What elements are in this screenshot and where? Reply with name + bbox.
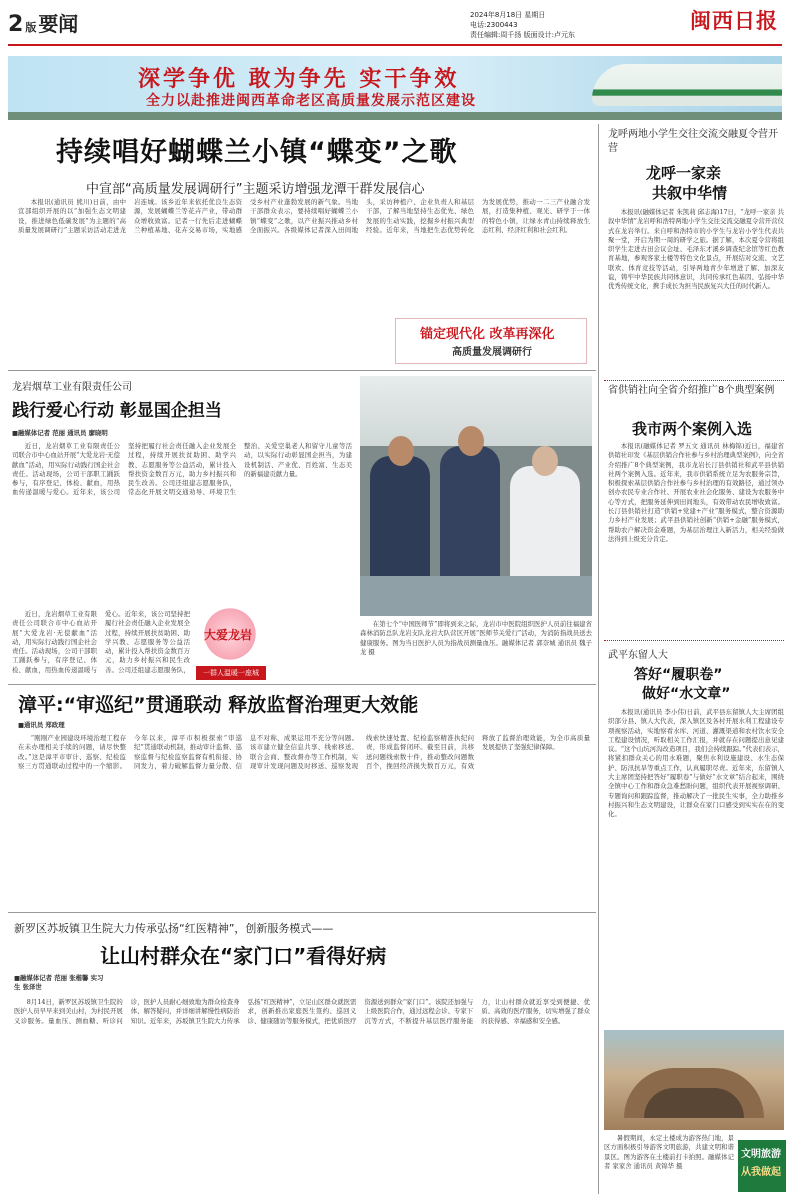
masthead-rule [8,44,782,46]
longhu-headline-2: 共叙中华情 [652,184,728,202]
charity-logo-subtitle: 一群人温暖一座城 [196,666,266,680]
tulou-photo [604,1030,784,1130]
wuping-kicker: 武平东留人大 [608,650,668,661]
page-number-header [8,8,78,37]
mediation-body-text: 本报讯(融媒体记者 罗五文 通讯员 林梅锦)近日，福建省供销社印发《基层供销合作社参与乡村治理典型案例》，向全省介绍推广8个典型案例，我市龙岩长汀县供销社和武平县供销社两个案例入选。近年来，我市供销系统立足为农服务宗旨，积极探索基层供销合作社参与乡村治理的有效路径，通过领办创办农民专业合作社、开展农业社会化服务、建设为农服务中心等方式，把服务延伸到田间地头，有效带动农民增收致富。长汀县供销社打造“供销+党建+产业”服务模式，整合资源助力乡村产业发展；武平县供销社创新“供销+金融”服务模式，帮助农户解决资金难题，为基层治理注入新活力，相关经验做法得到上级充分肯定。 [608,442,784,543]
series-slogan-line1: 锚定现代化 改革再深化 [420,327,555,342]
charity-logo [200,604,260,664]
mediation-headline: 我市两个案例入选 [632,420,753,438]
tobacco-byline: ■融媒体记者 范丽 通讯员 廖晓明 [12,429,108,437]
wuping-body [608,708,784,1026]
tobacco-body-text: 近日，龙岩烟草工业有限责任公司联合市中心血站开展“大爱龙岩·无偿献血”活动，用实际行动践行国企社会责任。活动现场，公司干部职工踊跃参与，有序登记、体检、献血，用热血传递温暖与爱心。近年来，该公司坚持把履行社会责任融入企业发展全过程，持续开展扶贫助困、助学兴教、志愿服务等公益活动，累计投入帮扶资金数百万元，助力乡村振兴和民生改善。公司还组建志愿服务队，常态化开展文明交通劝导、环境卫生整治、关爱空巢老人和留守儿童等活动，以实际行动彰显国企担当，为建设机制活、产业优、百姓富、生态美的新福建贡献力量。 [12,442,352,497]
train-graphic [592,64,782,106]
civilized-travel-badge [738,1140,786,1192]
tobacco-body-cont-text: 近日，龙岩烟草工业有限责任公司联合市中心血站开展“大爱龙岩·无偿献血”活动，用实际行动践行国企社会责任。活动现场，公司干部职工踊跃参与，有序登记、体检、献血，用热血传递温暖与爱心。近年来，该公司坚持把履行社会责任融入企业发展全过程，持续开展扶贫助困、助学兴教、志愿服务等公益活动，累计投入帮扶资金数百万元，助力乡村振兴和民生改善。公司还组建志愿服务队， [12,610,190,674]
nurses-soldiers-photo [360,376,592,616]
wuping-headline-1: 答好“履职卷” [634,667,723,683]
xinluo-body [14,998,590,1194]
banner-slogan-line2: 全力以赴推进闽西革命老区高质量发展示范区建设 [146,93,476,109]
xinluo-headline: 让山村群众在“家门口”看得好病 [100,944,387,968]
right-divider-1 [604,380,784,381]
right-divider-2 [604,640,784,641]
zhangping-body-text: “刚刚产业园建设环境治理工程存在未办理相关手续的问题，请尽快整改。”这是漳平市审计、巡察、纪检监察三方贯通联动过程中的一个缩影。今年以来，漳平市积极探索“审巡纪”贯通联动机制，推动审计监督、巡察监督与纪检监察监督有机衔接、协同发力，着力破解监督力量分散、信息不对称、成果运用不充分等问题。该市建立健全信息共享、线索移送、联合会商、整改督办等工作机制，实现审计发现问题及时移送、巡察发现线索快速处置、纪检监察精准执纪问责，形成监督闭环。截至目前，共移送问题线索数十件，推动整改问题数百个，挽回经济损失数百万元，有效释放了监督治理效能，为全市高质量发展提供了坚强纪律保障。 [18,734,590,770]
tulou-caption-text: 暑假期间，永定土楼成为游客热门地，景区方面积极引导游客文明旅游，共建文明和谐景区。图为游客在土楼前打卡拍照。融媒体记者 家家舍 通讯员 黄锦华 摄 [604,1134,734,1170]
tobacco-headline: 践行爱心行动 彰显国企担当 [12,401,222,421]
editor-credits: 责任编辑:周千扬 版面设计:卢元东 [470,31,575,39]
longhu-body-text: 本报讯(融媒体记者 朱凯莉 邱志海)17日，“龙呼一家亲 共叙中华情”龙岩呼和浩特两地小学生交往交流交融夏令营开营仪式在龙岩举行。来自呼和浩特市的小学生与龙岩小学生代表共聚一堂，开启为期一周的研学之旅。据了解，本次夏令营将组织学生走进古田会议会址、毛泽东才溪乡调查纪念馆等红色教育基地，参观客家土楼等特色文化景点，开展结对交流、文艺联欢、体育竞技等活动，引导两地青少年增进了解、加深友谊，铸牢中华民族共同体意识，共同传承红色基因、弘扬中华优秀传统文化，携手成长为担当民族复兴大任的时代新人。 [608,208,784,291]
series-logo-box [395,318,587,364]
newspaper-logo: 闽西日报 [690,8,778,33]
xinluo-byline: ■融媒体记者 范丽 张楷馨 实习生 张泽世 [14,974,104,991]
issue-date: 2024年8月18日 星期日 [470,11,546,19]
section-divider-3 [8,912,596,913]
zhangping-body [18,734,590,910]
photo-caption [360,620,592,678]
xinluo-kicker: 新罗区苏坂镇卫生院大力传承弘扬“红医精神”，创新服务模式—— [14,922,334,935]
phone-number: 电话:2300443 [470,21,518,29]
lead-headline: 持续唱好蝴蝶兰小镇“蝶变”之歌 [56,137,458,168]
slogan-banner [8,56,782,120]
photo-caption-text: 在第七个“中国医师节”即将到来之际，龙岩市中医院组织医护人员前往福建省森林消防总队龙岩支队龙岩大队营区开展“医师节关爱行”活动，为消防指战员送去健康服务。图为当日医护人员为指战员测量血压。融媒体记者 郭奈城 通讯员 魏子龙 摄 [360,620,592,656]
section-name: 要闻 [38,12,79,36]
wuping-headline-2: 做好“水文章” [642,686,731,702]
badge-line1: 文明旅游 [741,1149,781,1160]
mediation-body [608,442,784,632]
page-number: 2 [8,12,24,37]
zhangping-headline: 漳平:“审巡纪”贯通联动 释放监督治理更大效能 [18,694,419,716]
section-divider [8,370,596,371]
column-divider [598,124,599,1194]
zhangping-byline: ■通讯员 郑政理 [18,721,65,729]
banner-slogan-line1: 深学争优 敢为争先 实干争效 [138,67,460,92]
mediation-kicker: 省供销社向全省介绍推广8个典型案例 [608,385,775,396]
tobacco-kicker: 龙岩烟草工业有限责任公司 [12,382,132,393]
section-divider-2 [8,684,596,685]
longhu-kicker: 龙呼两地小学生交往交流交融夏令营开营 [608,129,778,154]
series-slogan-line2: 高质量发展调研行 [452,347,532,358]
xinluo-body-text: 8月14日，新罗区苏坂镇卫生院的医护人员早早来到美山村，为村民开展义诊服务。量血压、测血糖、听诊问诊，医护人员耐心细致地为群众检查身体、解答疑问，并详细讲解慢性病防治知识。近年来，苏坂镇卫生院大力传承弘扬“红医精神”，立足山区群众就医需求，创新推出家庭医生签约、巡回义诊、健康随访等服务模式，把优质医疗资源送到群众“家门口”。该院还加强与上级医院合作，通过远程会诊、专家下沉等方式，不断提升基层医疗服务能力，让山村群众就近享受到便捷、优质、高效的医疗服务，切实增强了群众的获得感、幸福感和安全感。 [14,998,590,1025]
lead-body-text: 本报讯(通讯员 熊川)日前，由中宣部组织开展的以“加强生态文明建设，推进绿色低碳发展”为主题的“高质量发展调研行”主题采访活动走进龙岩连城。该乡近年来依托优良生态资源，发展蝴蝶兰等花卉产业，带动群众增收致富。记者一行先后走进蝴蝶兰种植基地、花卉交易市场，实地感受乡村产业蓬勃发展的新气象。当地干部群众表示，要持续唱好蝴蝶兰小镇“蝶变”之歌，以产业振兴推动乡村全面振兴。各级媒体记者深入田间地头，采访种植户、企业负责人和基层干部，了解当地坚持生态优先、绿色发展的生动实践，挖掘乡村振兴典型经验。近年来，当地把生态优势转化为发展优势，推动一二三产业融合发展，打造集种植、观光、研学于一体的特色小镇，让绿水青山持续释放生态红利、经济红利和社会红利。 [18,198,590,234]
masthead-info [470,10,575,40]
tobacco-body-continued [12,610,190,684]
badge-line2: 从我做起 [741,1167,781,1178]
tulou-caption [604,1134,734,1196]
lead-subheadline: 中宣部“高质量发展调研行”主题采访增强龙潭干群发展信心 [86,182,425,197]
longhu-body [608,208,784,376]
longhu-headline-1: 龙呼一家亲 [646,164,722,182]
page-suffix: 版 [25,21,37,34]
charity-logo-text: 大爱龙岩 [204,628,253,642]
wuping-body-text: 本报讯(通讯员 李小伟)日前，武平县东留镇人大主席团组织部分县、镇人大代表，深入镇区及各村开展水利工程建设专项视察活动，实地察看水库、河道、灌溉渠道和农村饮水安全工程建设情况，听取相关工作汇报，并就存在问题提出意见建议。“这个山坑河沟改造项目，我们会持续跟踪。”代表们表示，将紧扣群众关心的用水难题，聚焦水利设施建设、水生态保护、防汛抗旱等重点工作，认真履职尽责。近年来，东留镇人大主席团坚持把答好“履职卷”与做好“水文章”结合起来，围绕全镇中心工作和群众急难愁盼问题，组织代表开展视察调研、专题询问和跟踪监督，推动解决了一批民生实事，全力助推乡村振兴和生态文明建设，让群众在家门口感受到实实在在的变化。 [608,708,784,819]
track-graphic [8,112,782,120]
tobacco-body [12,442,352,610]
